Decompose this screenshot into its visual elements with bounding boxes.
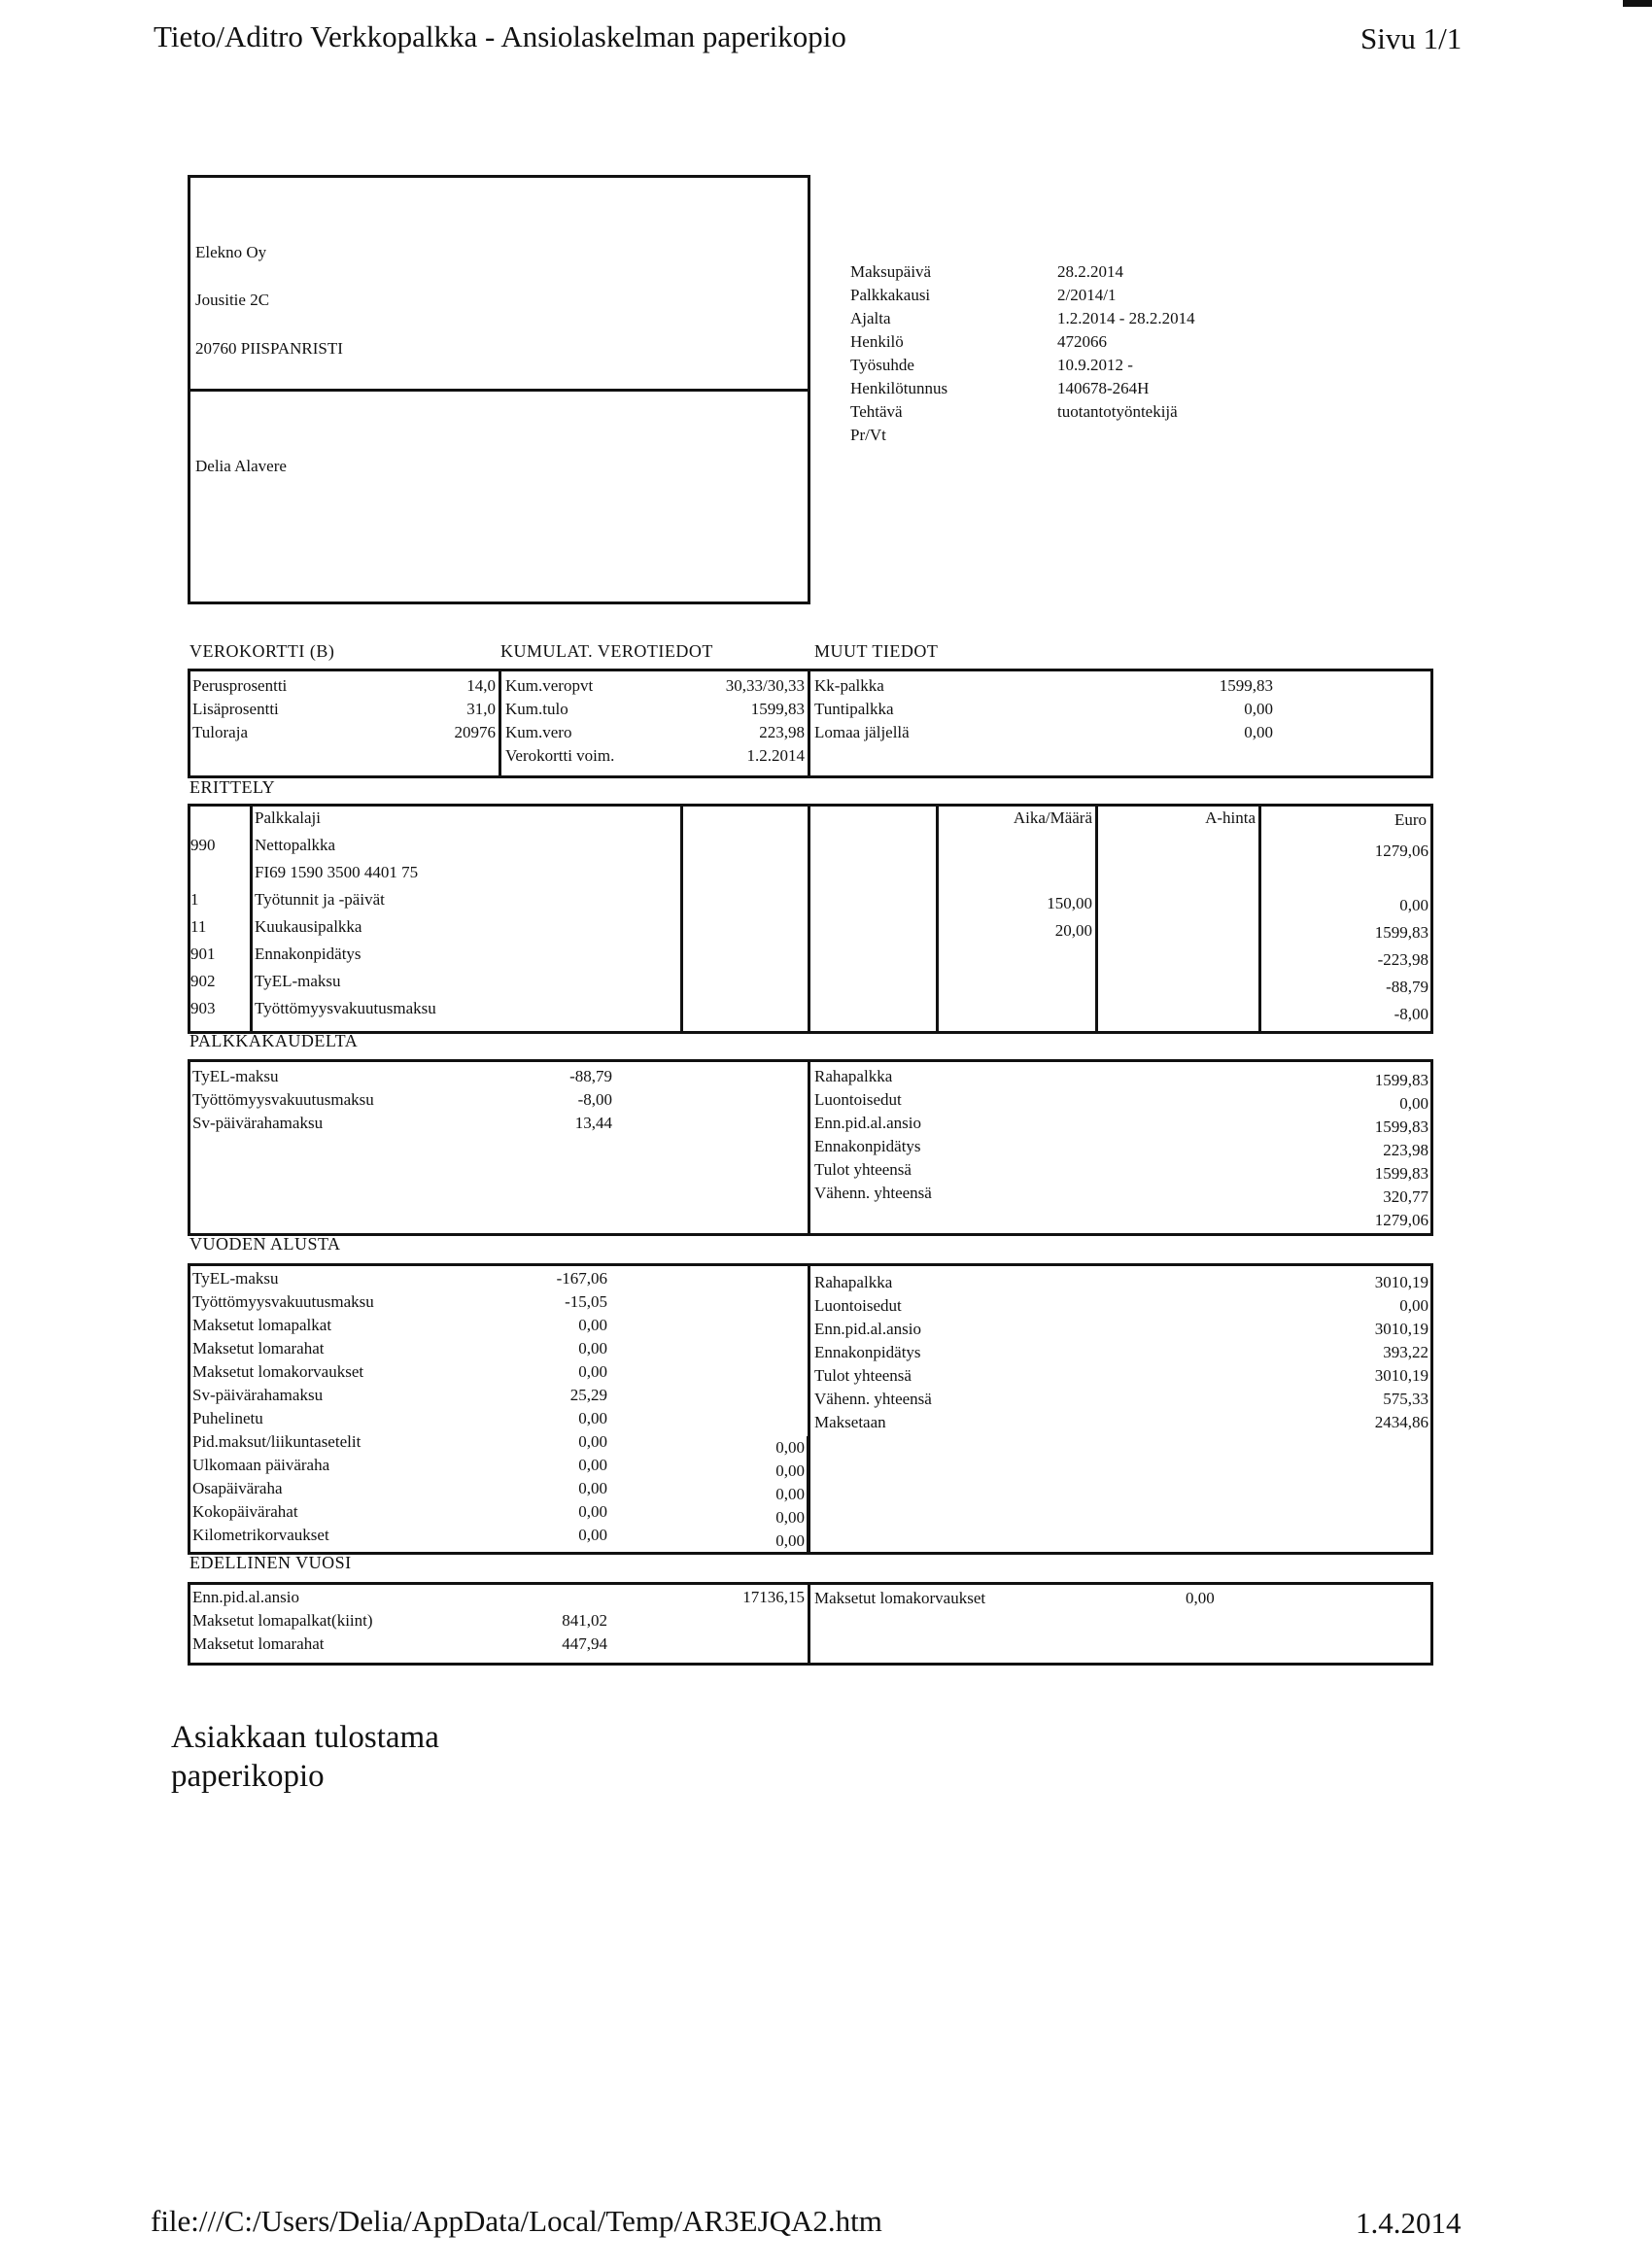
erittely-code: 901 xyxy=(190,945,216,963)
vuoden-label: Luontoisedut xyxy=(814,1296,902,1315)
vuoden-value2: 0,00 xyxy=(775,1461,805,1480)
verokortti-label: Tuloraja xyxy=(192,723,248,741)
muut-title: MUUT TIEDOT xyxy=(814,641,939,661)
palkkakausi-left-labels xyxy=(192,1065,374,1135)
erittely-divider xyxy=(250,804,253,1034)
vuoden-label: Pid.maksut/liikuntasetelit xyxy=(192,1432,361,1451)
info-value xyxy=(1057,424,1195,447)
muut-label: Kk-palkka xyxy=(814,676,884,695)
info-label: Ajalta xyxy=(850,309,891,327)
erittely-name: Kuukausipalkka xyxy=(255,917,362,936)
vuoden-label: Puhelinetu xyxy=(192,1409,263,1427)
info-value: tuotantotyöntekijä xyxy=(1057,402,1178,421)
erittely-aika-value: 150,00 xyxy=(1047,894,1092,912)
vuoden-value: 0,00 xyxy=(578,1432,607,1451)
erittely-code xyxy=(190,861,216,888)
edellinen-divider xyxy=(808,1582,810,1666)
employer-street: Jousitie 2C xyxy=(195,291,270,309)
muut-values xyxy=(1118,674,1273,744)
erittely-euro xyxy=(1263,840,1428,1030)
info-value: 1.2.2014 - 28.2.2014 xyxy=(1057,309,1195,327)
palkkakausi-label: Tulot yhteensä xyxy=(814,1160,912,1179)
vuoden-value: 0,00 xyxy=(1399,1296,1428,1315)
palkkakausi-label: Sv-päivärahamaksu xyxy=(192,1114,324,1132)
verokortti-values xyxy=(408,674,496,744)
vuoden-value: -167,06 xyxy=(556,1269,607,1288)
vuoden-left-values xyxy=(496,1267,607,1547)
erittely-divider xyxy=(1095,804,1098,1034)
palkkakausi-divider xyxy=(808,1059,810,1236)
scan-mark xyxy=(1623,0,1652,7)
kumulat-label: Kum.veropvt xyxy=(505,676,594,695)
info-label: Maksupäivä xyxy=(850,262,932,281)
kumulat-value: 1.2.2014 xyxy=(746,746,805,765)
vuoden-label: Ulkomaan päiväraha xyxy=(192,1456,330,1474)
erittely-head-aika: Aika/Määrä xyxy=(1013,808,1092,827)
vuoden-value: 0,00 xyxy=(578,1362,607,1381)
palkkakausi-value: 1599,83 xyxy=(1374,1164,1428,1183)
info-label: Tehtävä xyxy=(850,402,903,421)
edellinen-title: EDELLINEN VUOSI xyxy=(189,1553,352,1572)
muut-label: Tuntipalkka xyxy=(814,700,894,718)
vuoden-label: Sv-päivärahamaksu xyxy=(192,1386,324,1404)
palkkakausi-label: Ennakonpidätys xyxy=(814,1137,921,1155)
vuoden-label: Enn.pid.al.ansio xyxy=(814,1320,922,1338)
erittely-euro-value: -88,79 xyxy=(1386,978,1428,996)
palkkakausi-label: Rahapalkka xyxy=(814,1067,893,1085)
edellinen-value xyxy=(496,1586,607,1609)
vuoden-left-labels xyxy=(192,1267,374,1547)
vuoden-value: 3010,19 xyxy=(1374,1320,1428,1338)
verokortti-value: 20976 xyxy=(454,723,496,741)
tax-divider xyxy=(499,669,501,778)
vuoden-value: 393,22 xyxy=(1383,1343,1428,1361)
footer-path: file:///C:/Users/Delia/AppData/Local/Temp/AR3EJQA2.htm xyxy=(151,2204,882,2238)
info-label: Henkilö xyxy=(850,332,904,351)
palkkakausi-value: 1599,83 xyxy=(1374,1117,1428,1136)
edellinen-value2: 17136,15 xyxy=(742,1588,805,1606)
vuoden-value: 0,00 xyxy=(578,1479,607,1497)
kumulat-value: 223,98 xyxy=(759,723,805,741)
info-labels xyxy=(850,260,947,447)
vuoden-right-values xyxy=(1263,1271,1428,1434)
kumulat-values xyxy=(680,674,805,768)
erittely-head-ahinta: A-hinta xyxy=(1205,808,1256,827)
erittely-name: Nettopalkka xyxy=(255,836,336,854)
erittely-head-euro: Euro xyxy=(1394,810,1427,829)
vuoden-label: Maksetut lomarahat xyxy=(192,1339,325,1357)
palkkakausi-right-values xyxy=(1263,1069,1428,1232)
kumulat-title: KUMULAT. VEROTIEDOT xyxy=(500,641,713,661)
employer-postal: 20760 PIISPANRISTI xyxy=(195,339,343,358)
palkkakausi-box xyxy=(188,1059,1433,1236)
info-value: 28.2.2014 xyxy=(1057,262,1123,281)
erittely-code: 903 xyxy=(190,999,216,1017)
info-value: 472066 xyxy=(1057,332,1107,351)
employer-name: Elekno Oy xyxy=(195,243,267,261)
info-value: 10.9.2012 - xyxy=(1057,356,1133,374)
edellinen-left-labels xyxy=(192,1586,373,1656)
palkkakausi-left-values xyxy=(496,1065,612,1135)
note-line2: paperikopio xyxy=(171,1759,325,1794)
vuoden-label: Työttömyysvakuutusmaksu xyxy=(192,1292,374,1311)
palkkakausi-value: -8,00 xyxy=(577,1090,612,1109)
vuoden-left-values2 xyxy=(709,1436,805,1553)
verokortti-value: 14,0 xyxy=(466,676,496,695)
erittely-names xyxy=(255,834,436,1024)
kumulat-label: Kum.vero xyxy=(505,723,572,741)
vuoden-box xyxy=(188,1263,1433,1555)
palkkakausi-value: 320,77 xyxy=(1383,1187,1428,1206)
erittely-aika-value: 20,00 xyxy=(1054,921,1092,940)
edellinen-value: 841,02 xyxy=(562,1611,607,1630)
erittely-code: 11 xyxy=(190,917,207,936)
verokortti-title: VEROKORTTI (B) xyxy=(189,641,335,661)
vuoden-value: 3010,19 xyxy=(1374,1273,1428,1291)
employee-name: Delia Alavere xyxy=(195,457,287,475)
vuoden-sub-divider xyxy=(807,1436,809,1553)
erittely-code: 902 xyxy=(190,972,216,990)
erittely-name: Ennakonpidätys xyxy=(255,945,361,963)
tax-divider xyxy=(808,669,810,778)
kumulat-label: Verokortti voim. xyxy=(505,746,615,765)
palkkakausi-label: Enn.pid.al.ansio xyxy=(814,1114,922,1132)
vuoden-label: Vähenn. yhteensä xyxy=(814,1390,932,1408)
info-label: Pr/Vt xyxy=(850,426,886,444)
edellinen-label: Enn.pid.al.ansio xyxy=(192,1588,300,1606)
vuoden-value2: 0,00 xyxy=(775,1531,805,1550)
palkkakausi-label: TyEL-maksu xyxy=(192,1067,279,1085)
kumulat-label: Kum.tulo xyxy=(505,700,568,718)
erittely-divider xyxy=(1258,804,1261,1034)
vuoden-label: Kilometrikorvaukset xyxy=(192,1526,329,1544)
kumulat-value: 30,33/30,33 xyxy=(725,676,805,695)
vuoden-value: 2434,86 xyxy=(1374,1413,1428,1431)
verokortti-label: Lisäprosentti xyxy=(192,700,279,718)
palkkakausi-value: 1279,06 xyxy=(1374,1211,1428,1229)
vuoden-value: 0,00 xyxy=(578,1526,607,1544)
vuoden-value2: 0,00 xyxy=(775,1485,805,1503)
palkkakausi-title: PALKKAKAUDELTA xyxy=(189,1031,359,1050)
erittely-name: TyEL-maksu xyxy=(255,972,341,990)
vuoden-value: 0,00 xyxy=(578,1339,607,1357)
edellinen-right-value: 0,00 xyxy=(1186,1589,1215,1607)
page-number: Sivu 1/1 xyxy=(1360,21,1463,55)
info-values xyxy=(1057,260,1195,447)
edellinen-left-values xyxy=(496,1586,607,1656)
erittely-euro-value: 1599,83 xyxy=(1374,923,1428,942)
erittely-euro-value xyxy=(1263,867,1428,894)
vuoden-label: Maksetaan xyxy=(814,1413,886,1431)
vuoden-label: Tulot yhteensä xyxy=(814,1366,912,1385)
info-label: Henkilötunnus xyxy=(850,379,948,397)
edellinen-left-values2 xyxy=(680,1586,805,1609)
info-value: 140678-264H xyxy=(1057,379,1150,397)
erittely-codes xyxy=(190,834,216,1024)
erittely-aika xyxy=(972,892,1092,946)
erittely-divider xyxy=(936,804,939,1034)
vuoden-label: Ennakonpidätys xyxy=(814,1343,921,1361)
vuoden-value: 0,00 xyxy=(578,1502,607,1521)
palkkakausi-value: 0,00 xyxy=(1399,1094,1428,1113)
vuoden-value: -15,05 xyxy=(565,1292,607,1311)
note-line1: Asiakkaan tulostama xyxy=(171,1720,439,1755)
vuoden-value: 0,00 xyxy=(578,1409,607,1427)
vuoden-value: 3010,19 xyxy=(1374,1366,1428,1385)
erittely-code: 990 xyxy=(190,836,216,854)
erittely-name: FI69 1590 3500 4401 75 xyxy=(255,863,419,881)
muut-label: Lomaa jäljellä xyxy=(814,723,910,741)
vuoden-right-labels xyxy=(814,1271,932,1434)
vuoden-value2: 0,00 xyxy=(775,1508,805,1527)
info-label: Työsuhde xyxy=(850,356,914,374)
kumulat-labels xyxy=(505,674,614,768)
erittely-euro-value: -8,00 xyxy=(1394,1005,1428,1023)
palkkakausi-value: -88,79 xyxy=(569,1067,612,1085)
palkkakausi-label: Vähenn. yhteensä xyxy=(814,1184,932,1202)
palkkakausi-value: 223,98 xyxy=(1383,1141,1428,1159)
erittely-head-palkkalaji: Palkkalaji xyxy=(255,808,321,827)
muut-value: 0,00 xyxy=(1244,700,1273,718)
erittely-euro-value: 0,00 xyxy=(1399,896,1428,914)
muut-value: 0,00 xyxy=(1244,723,1273,741)
footer-date: 1.4.2014 xyxy=(1356,2206,1462,2240)
info-label: Palkkakausi xyxy=(850,286,931,304)
erittely-title: ERITTELY xyxy=(189,777,276,797)
palkkakausi-value: 1599,83 xyxy=(1374,1071,1428,1089)
erittely-divider xyxy=(808,804,810,1034)
vuoden-value2: 0,00 xyxy=(775,1438,805,1457)
document-title: Tieto/Aditro Verkkopalkka - Ansiolaskelman paperikopio xyxy=(154,19,846,53)
erittely-euro-value: -223,98 xyxy=(1377,950,1428,969)
kumulat-value: 1599,83 xyxy=(750,700,805,718)
edellinen-box xyxy=(188,1582,1433,1666)
verokortti-label: Perusprosentti xyxy=(192,676,288,695)
vuoden-value: 0,00 xyxy=(578,1456,607,1474)
muut-value: 1599,83 xyxy=(1219,676,1273,695)
vuoden-label: Maksetut lomakorvaukset xyxy=(192,1362,364,1381)
erittely-name: Työttömyysvakuutusmaksu xyxy=(255,999,436,1017)
vuoden-label: TyEL-maksu xyxy=(192,1269,279,1288)
edellinen-right-label: Maksetut lomakorvaukset xyxy=(814,1589,986,1607)
erittely-code: 1 xyxy=(190,890,199,909)
palkkakausi-right-labels xyxy=(814,1065,932,1228)
palkkakausi-value: 13,44 xyxy=(574,1114,612,1132)
edellinen-label: Maksetut lomapalkat(kiint) xyxy=(192,1611,373,1630)
muut-labels xyxy=(814,674,910,744)
palkkakausi-label: Luontoisedut xyxy=(814,1090,902,1109)
vuoden-label: Rahapalkka xyxy=(814,1273,893,1291)
edellinen-value: 447,94 xyxy=(562,1634,607,1653)
vuoden-label: Maksetut lomapalkat xyxy=(192,1316,332,1334)
palkkakausi-label xyxy=(814,1205,932,1228)
palkkakausi-label: Työttömyysvakuutusmaksu xyxy=(192,1090,374,1109)
address-divider xyxy=(188,389,810,392)
vuoden-title: VUODEN ALUSTA xyxy=(189,1234,341,1254)
vuoden-value: 0,00 xyxy=(578,1316,607,1334)
erittely-euro-value: 1279,06 xyxy=(1374,842,1428,860)
vuoden-value: 25,29 xyxy=(569,1386,607,1404)
vuoden-value: 575,33 xyxy=(1383,1390,1428,1408)
vuoden-label: Kokopäivärahat xyxy=(192,1502,298,1521)
info-value: 2/2014/1 xyxy=(1057,286,1117,304)
erittely-divider xyxy=(680,804,683,1034)
edellinen-label: Maksetut lomarahat xyxy=(192,1634,325,1653)
verokortti-value: 31,0 xyxy=(466,700,496,718)
erittely-name: Työtunnit ja -päivät xyxy=(255,890,385,909)
verokortti-labels xyxy=(192,674,287,744)
vuoden-label: Osapäiväraha xyxy=(192,1479,283,1497)
